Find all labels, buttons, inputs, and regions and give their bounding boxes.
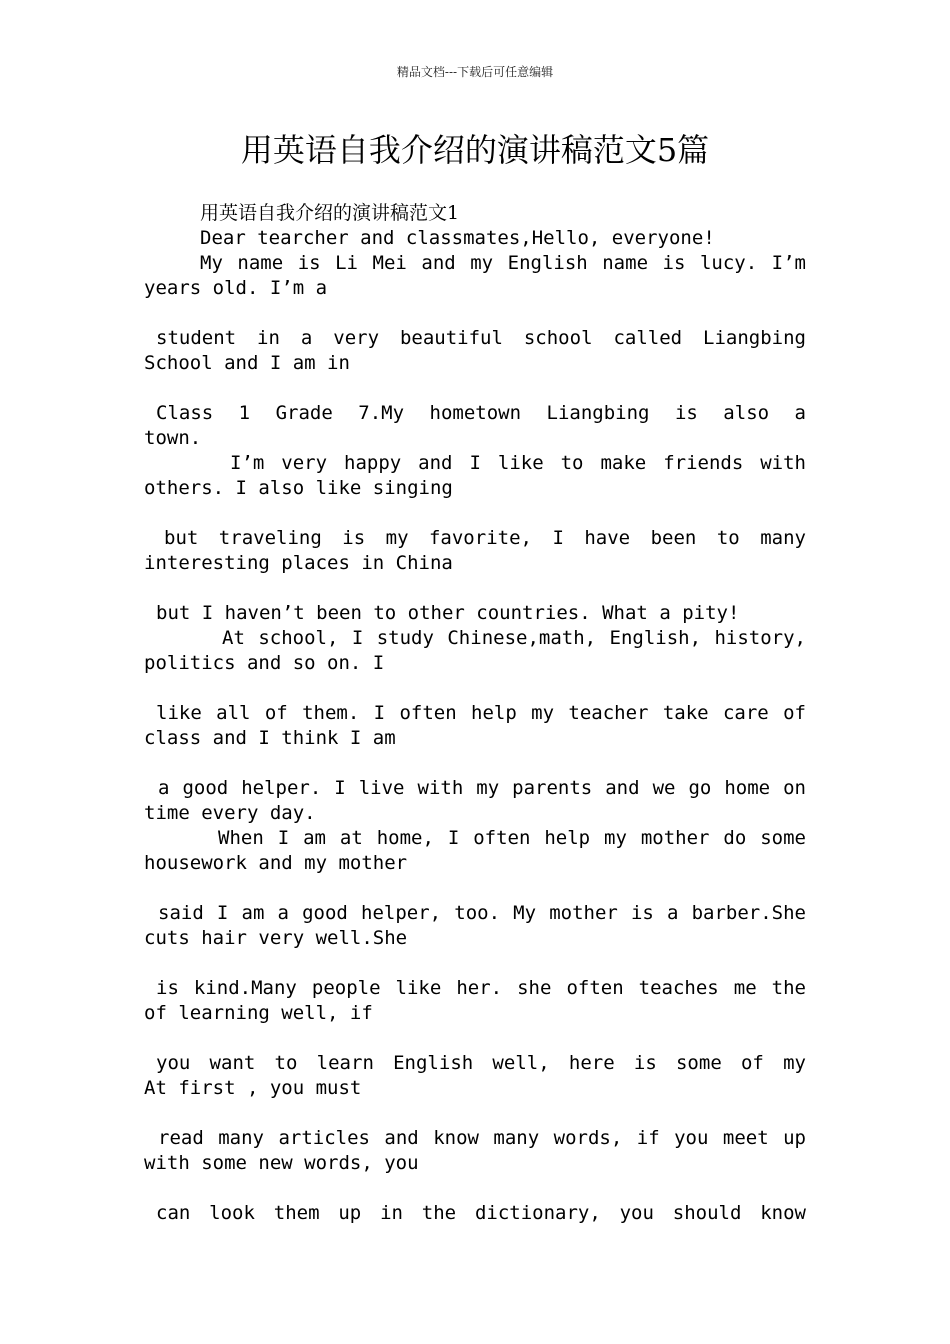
body-line: time every day. bbox=[144, 802, 316, 824]
line-gap bbox=[144, 501, 806, 526]
body-line: years old. I’m a bbox=[144, 277, 328, 299]
body-line: I’m very happy and I like to make friends with bbox=[230, 452, 806, 474]
body-line: but traveling is my favorite, I have been to many bbox=[164, 527, 806, 549]
body-line: but I haven’t been to other countries. What a pity! bbox=[156, 602, 740, 624]
line-gap bbox=[144, 376, 806, 401]
body-line: of learning well, if bbox=[144, 1002, 373, 1024]
line-gap bbox=[144, 951, 806, 976]
body-line: class and I think I am bbox=[144, 727, 396, 749]
line-gap bbox=[144, 301, 806, 326]
line-gap bbox=[144, 1101, 806, 1126]
body-line: others. I also like singing bbox=[144, 477, 453, 499]
body-line: can look them up in the dictionary, you should know bbox=[156, 1202, 806, 1224]
body-line: with some new words, you bbox=[144, 1152, 419, 1174]
line-gap bbox=[144, 576, 806, 601]
section-subtitle: 用英语自我介绍的演讲稿范文1 bbox=[200, 202, 460, 224]
body-line: When I am at home, I often help my mother do some bbox=[218, 827, 806, 849]
body-line: Dear tearcher and classmates,Hello, everyone! bbox=[200, 227, 715, 249]
line-gap bbox=[144, 1176, 806, 1201]
body-line: At school, I study Chinese,math, English, history, bbox=[222, 627, 806, 649]
body-line: like all of them. I often help my teacher take care of bbox=[156, 702, 806, 724]
body-line: said I am a good helper, too. My mother is a barber.She bbox=[158, 902, 806, 924]
body-line: politics and so on. I bbox=[144, 652, 385, 674]
body-line: a good helper. I live with my parents and we go home on bbox=[158, 777, 806, 799]
body-line: interesting places in China bbox=[144, 552, 453, 574]
body-line: student in a very beautiful school called Liangbing bbox=[156, 327, 806, 349]
body-line: cuts hair very well.She bbox=[144, 927, 408, 949]
body-line: Class 1 Grade 7.My hometown Liangbing is also a bbox=[156, 402, 806, 424]
document-body bbox=[144, 201, 806, 1226]
line-gap bbox=[144, 751, 806, 776]
page-header: 精品文档---下载后可任意编辑 bbox=[396, 65, 554, 79]
body-line: town. bbox=[144, 427, 202, 449]
body-line: you want to learn English well, here is some of my bbox=[156, 1052, 806, 1074]
document-title: 用英语自我介绍的演讲稿范文5篇 bbox=[240, 131, 710, 169]
line-gap bbox=[144, 876, 806, 901]
line-gap bbox=[144, 1026, 806, 1051]
body-line: housework and my mother bbox=[144, 852, 408, 874]
body-line: At first , you must bbox=[144, 1077, 362, 1099]
body-line: School and I am in bbox=[144, 352, 350, 374]
body-line: is kind.Many people like her. she often teaches me the bbox=[156, 977, 806, 999]
line-gap bbox=[144, 676, 806, 701]
body-line: read many articles and know many words, if you meet up bbox=[158, 1127, 806, 1149]
body-line: My name is Li Mei and my English name is lucy. I’m bbox=[200, 252, 806, 274]
